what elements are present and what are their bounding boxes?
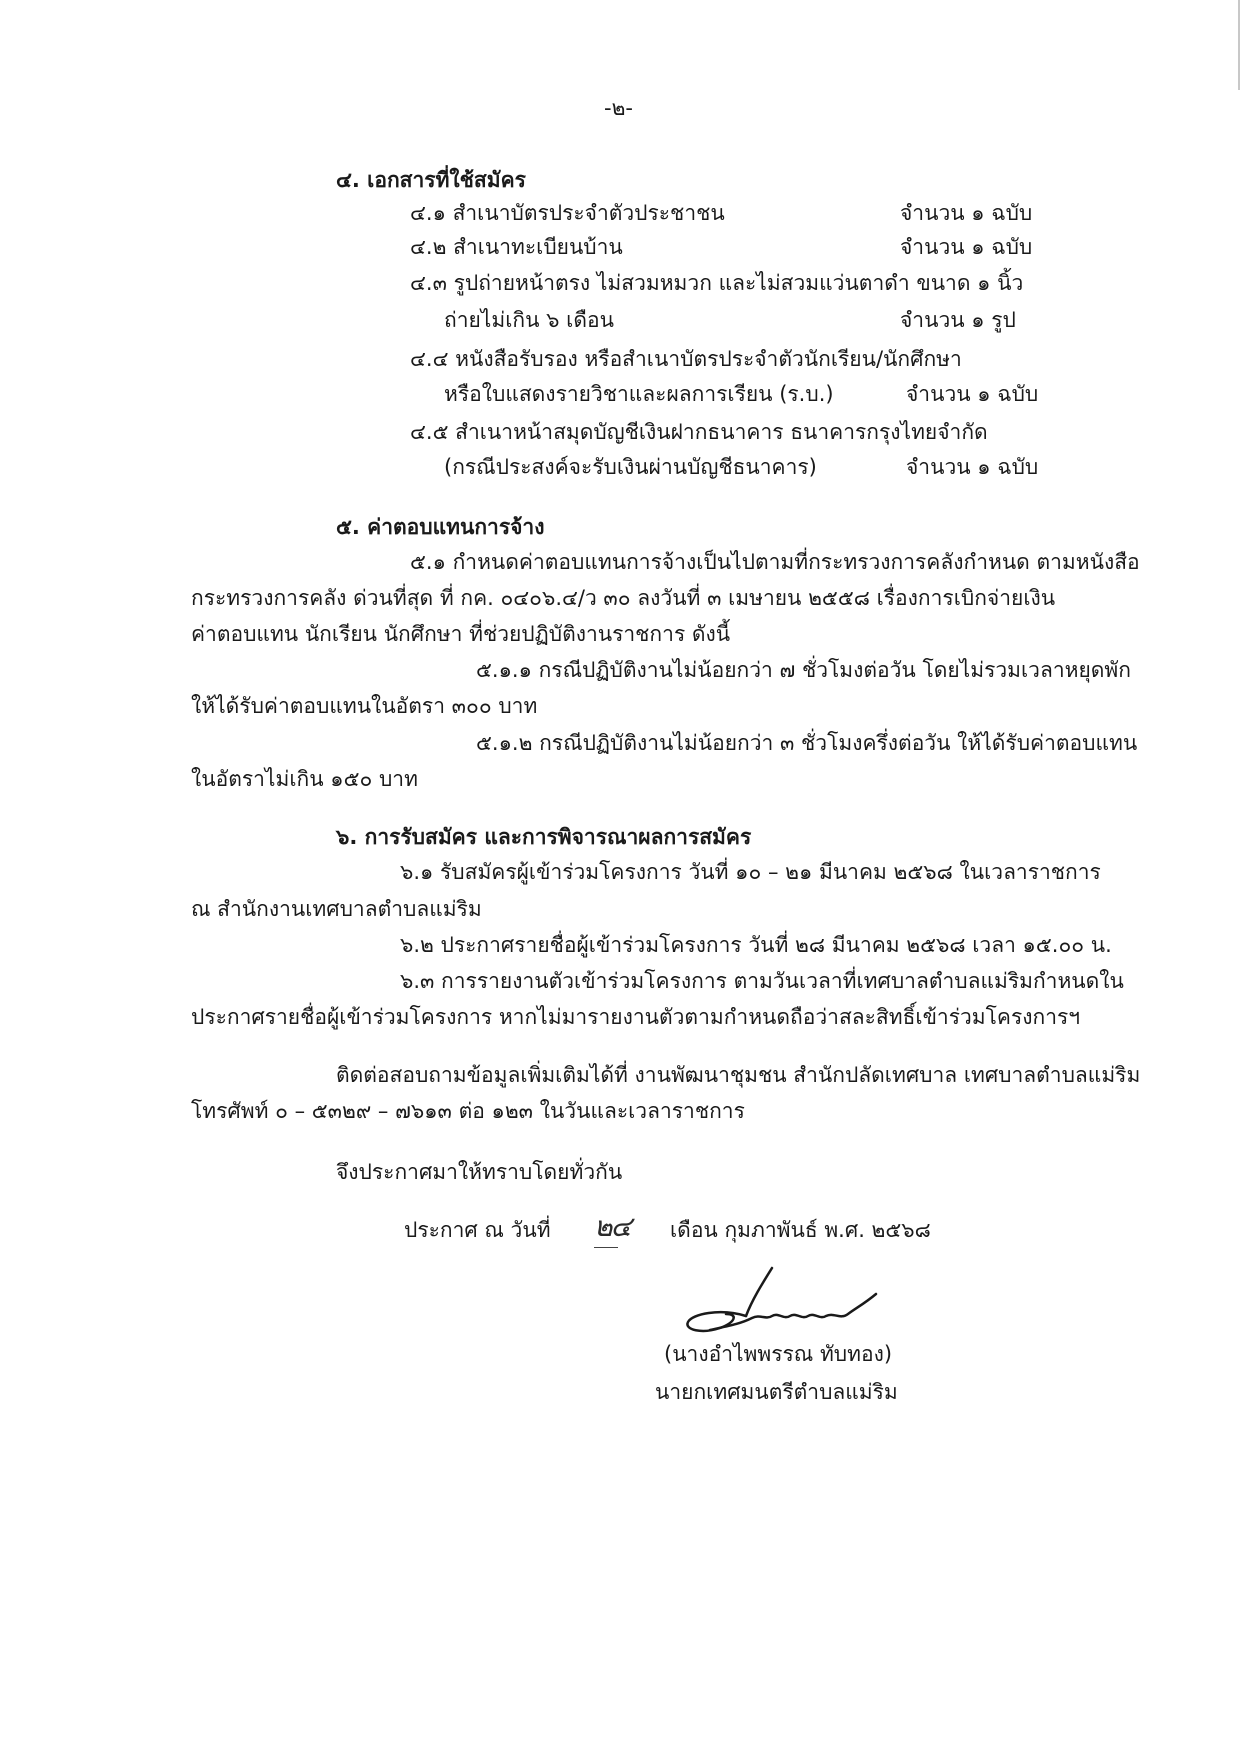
page-number: -๒-	[604, 96, 633, 120]
section6-p3-line2: ประกาศรายชื่อผู้เข้าร่วมโครงการ หากไม่มารายงานตัวตามกำหนดถือว่าสละสิทธิ์เข้าร่วมโครงการฯ	[191, 1005, 1081, 1029]
contact-line1: ติดต่อสอบถามข้อมูลเพิ่มเติมได้ที่ งานพัฒนาชุมชน สำนักปลัดเทศบาล เทศบาลตำบลแม่ริม	[336, 1063, 1141, 1087]
section5-p1-line1: ๕.๑ กำหนดค่าตอบแทนการจ้างเป็นไปตามที่กระทรวงการคลังกำหนด ตามหนังสือ	[410, 550, 1140, 574]
handwritten-day: ๒๔	[594, 1210, 630, 1243]
section5-heading: ๕. ค่าตอบแทนการจ้าง	[336, 515, 545, 539]
item-4-3-cont: ถ่ายไม่เกิน ๖ เดือน	[444, 308, 614, 332]
item-4-5-label: ๔.๕ สำเนาหน้าสมุดบัญชีเงินฝากธนาคาร ธนาคารกรุงไทยจำกัด	[410, 420, 988, 444]
item-4-1-label: ๔.๑ สำเนาบัตรประจำตัวประชาชน	[410, 201, 725, 225]
announce-suffix: เดือน กุมภาพันธ์ พ.ศ. ๒๕๖๘	[670, 1218, 931, 1242]
section6-p3-line1: ๖.๓ การรายงานตัวเข้าร่วมโครงการ ตามวันเวลาที่เทศบาลตำบลแม่ริมกำหนดใน	[400, 969, 1124, 993]
section5-p3-line2: ในอัตราไม่เกิน ๑๕๐ บาท	[191, 767, 418, 791]
section6-p1-line1: ๖.๑ รับสมัครผู้เข้าร่วมโครงการ วันที่ ๑๐ – ๒๑ มีนาคม ๒๕๖๘ ในเวลาราชการ	[400, 860, 1101, 884]
item-4-3-qty: จำนวน ๑ รูป	[900, 308, 1016, 332]
item-4-4-qty: จำนวน ๑ ฉบับ	[906, 382, 1039, 406]
section5-p2-line2: ให้ได้รับค่าตอบแทนในอัตรา ๓๐๐ บาท	[191, 694, 538, 718]
date-underline	[594, 1247, 618, 1248]
item-4-5-qty: จำนวน ๑ ฉบับ	[906, 455, 1039, 479]
section5-p3-line1: ๕.๑.๒ กรณีปฏิบัติงานไม่น้อยกว่า ๓ ชั่วโมงครึ่งต่อวัน ให้ได้รับค่าตอบแทน	[476, 731, 1138, 755]
item-4-5-cont: (กรณีประสงค์จะรับเงินผ่านบัญชีธนาคาร)	[444, 455, 817, 479]
signatory-title: นายกเทศมนตรีตำบลแม่ริม	[655, 1380, 898, 1404]
section5-p1-line3: ค่าตอบแทน นักเรียน นักศึกษา ที่ช่วยปฏิบัติงานราชการ ดังนี้	[191, 622, 731, 646]
signatory-name: (นางอำไพพรรณ ทับทอง)	[664, 1342, 893, 1366]
section6-p1-line2: ณ สำนักงานเทศบาลตำบลแม่ริม	[191, 897, 482, 921]
item-4-2-label: ๔.๒ สำเนาทะเบียนบ้าน	[410, 235, 623, 259]
section6-heading: ๖. การรับสมัคร และการพิจารณาผลการสมัคร	[336, 825, 752, 849]
closing-line: จึงประกาศมาให้ทราบโดยทั่วกัน	[336, 1160, 623, 1184]
signature-image	[680, 1264, 890, 1344]
item-4-2-qty: จำนวน ๑ ฉบับ	[900, 235, 1033, 259]
item-4-4-label: ๔.๔ หนังสือรับรอง หรือสำเนาบัตรประจำตัวนักเรียน/นักศึกษา	[410, 347, 962, 371]
section5-p2-line1: ๕.๑.๑ กรณีปฏิบัติงานไม่น้อยกว่า ๗ ชั่วโมงต่อวัน โดยไม่รวมเวลาหยุดพัก	[476, 658, 1131, 682]
item-4-4-cont: หรือใบแสดงรายวิชาและผลการเรียน (ร.บ.)	[444, 382, 834, 406]
contact-line2: โทรศัพท์ ๐ – ๕๓๒๙ – ๗๖๑๓ ต่อ ๑๒๓ ในวันและเวลาราชการ	[191, 1099, 745, 1123]
section6-p2: ๖.๒ ประกาศรายชื่อผู้เข้าร่วมโครงการ วันที่ ๒๘ มีนาคม ๒๕๖๘ เวลา ๑๕.๐๐ น.	[400, 933, 1112, 957]
section5-p1-line2: กระทรวงการคลัง ด่วนที่สุด ที่ กค. ๐๔๐๖.๔/ว ๓๐ ลงวันที่ ๓ เมษายน ๒๕๕๘ เรื่องการเบิกจ่ายเงิน	[191, 586, 1056, 610]
item-4-1-qty: จำนวน ๑ ฉบับ	[900, 201, 1033, 225]
item-4-3-label: ๔.๓ รูปถ่ายหน้าตรง ไม่สวมหมวก และไม่สวมแว่นตาดำ ขนาด ๑ นิ้ว	[410, 271, 1024, 295]
scan-edge-line	[1238, 0, 1240, 90]
section4-heading: ๔. เอกสารที่ใช้สมัคร	[336, 168, 526, 192]
announce-prefix: ประกาศ ณ วันที่	[404, 1218, 551, 1242]
